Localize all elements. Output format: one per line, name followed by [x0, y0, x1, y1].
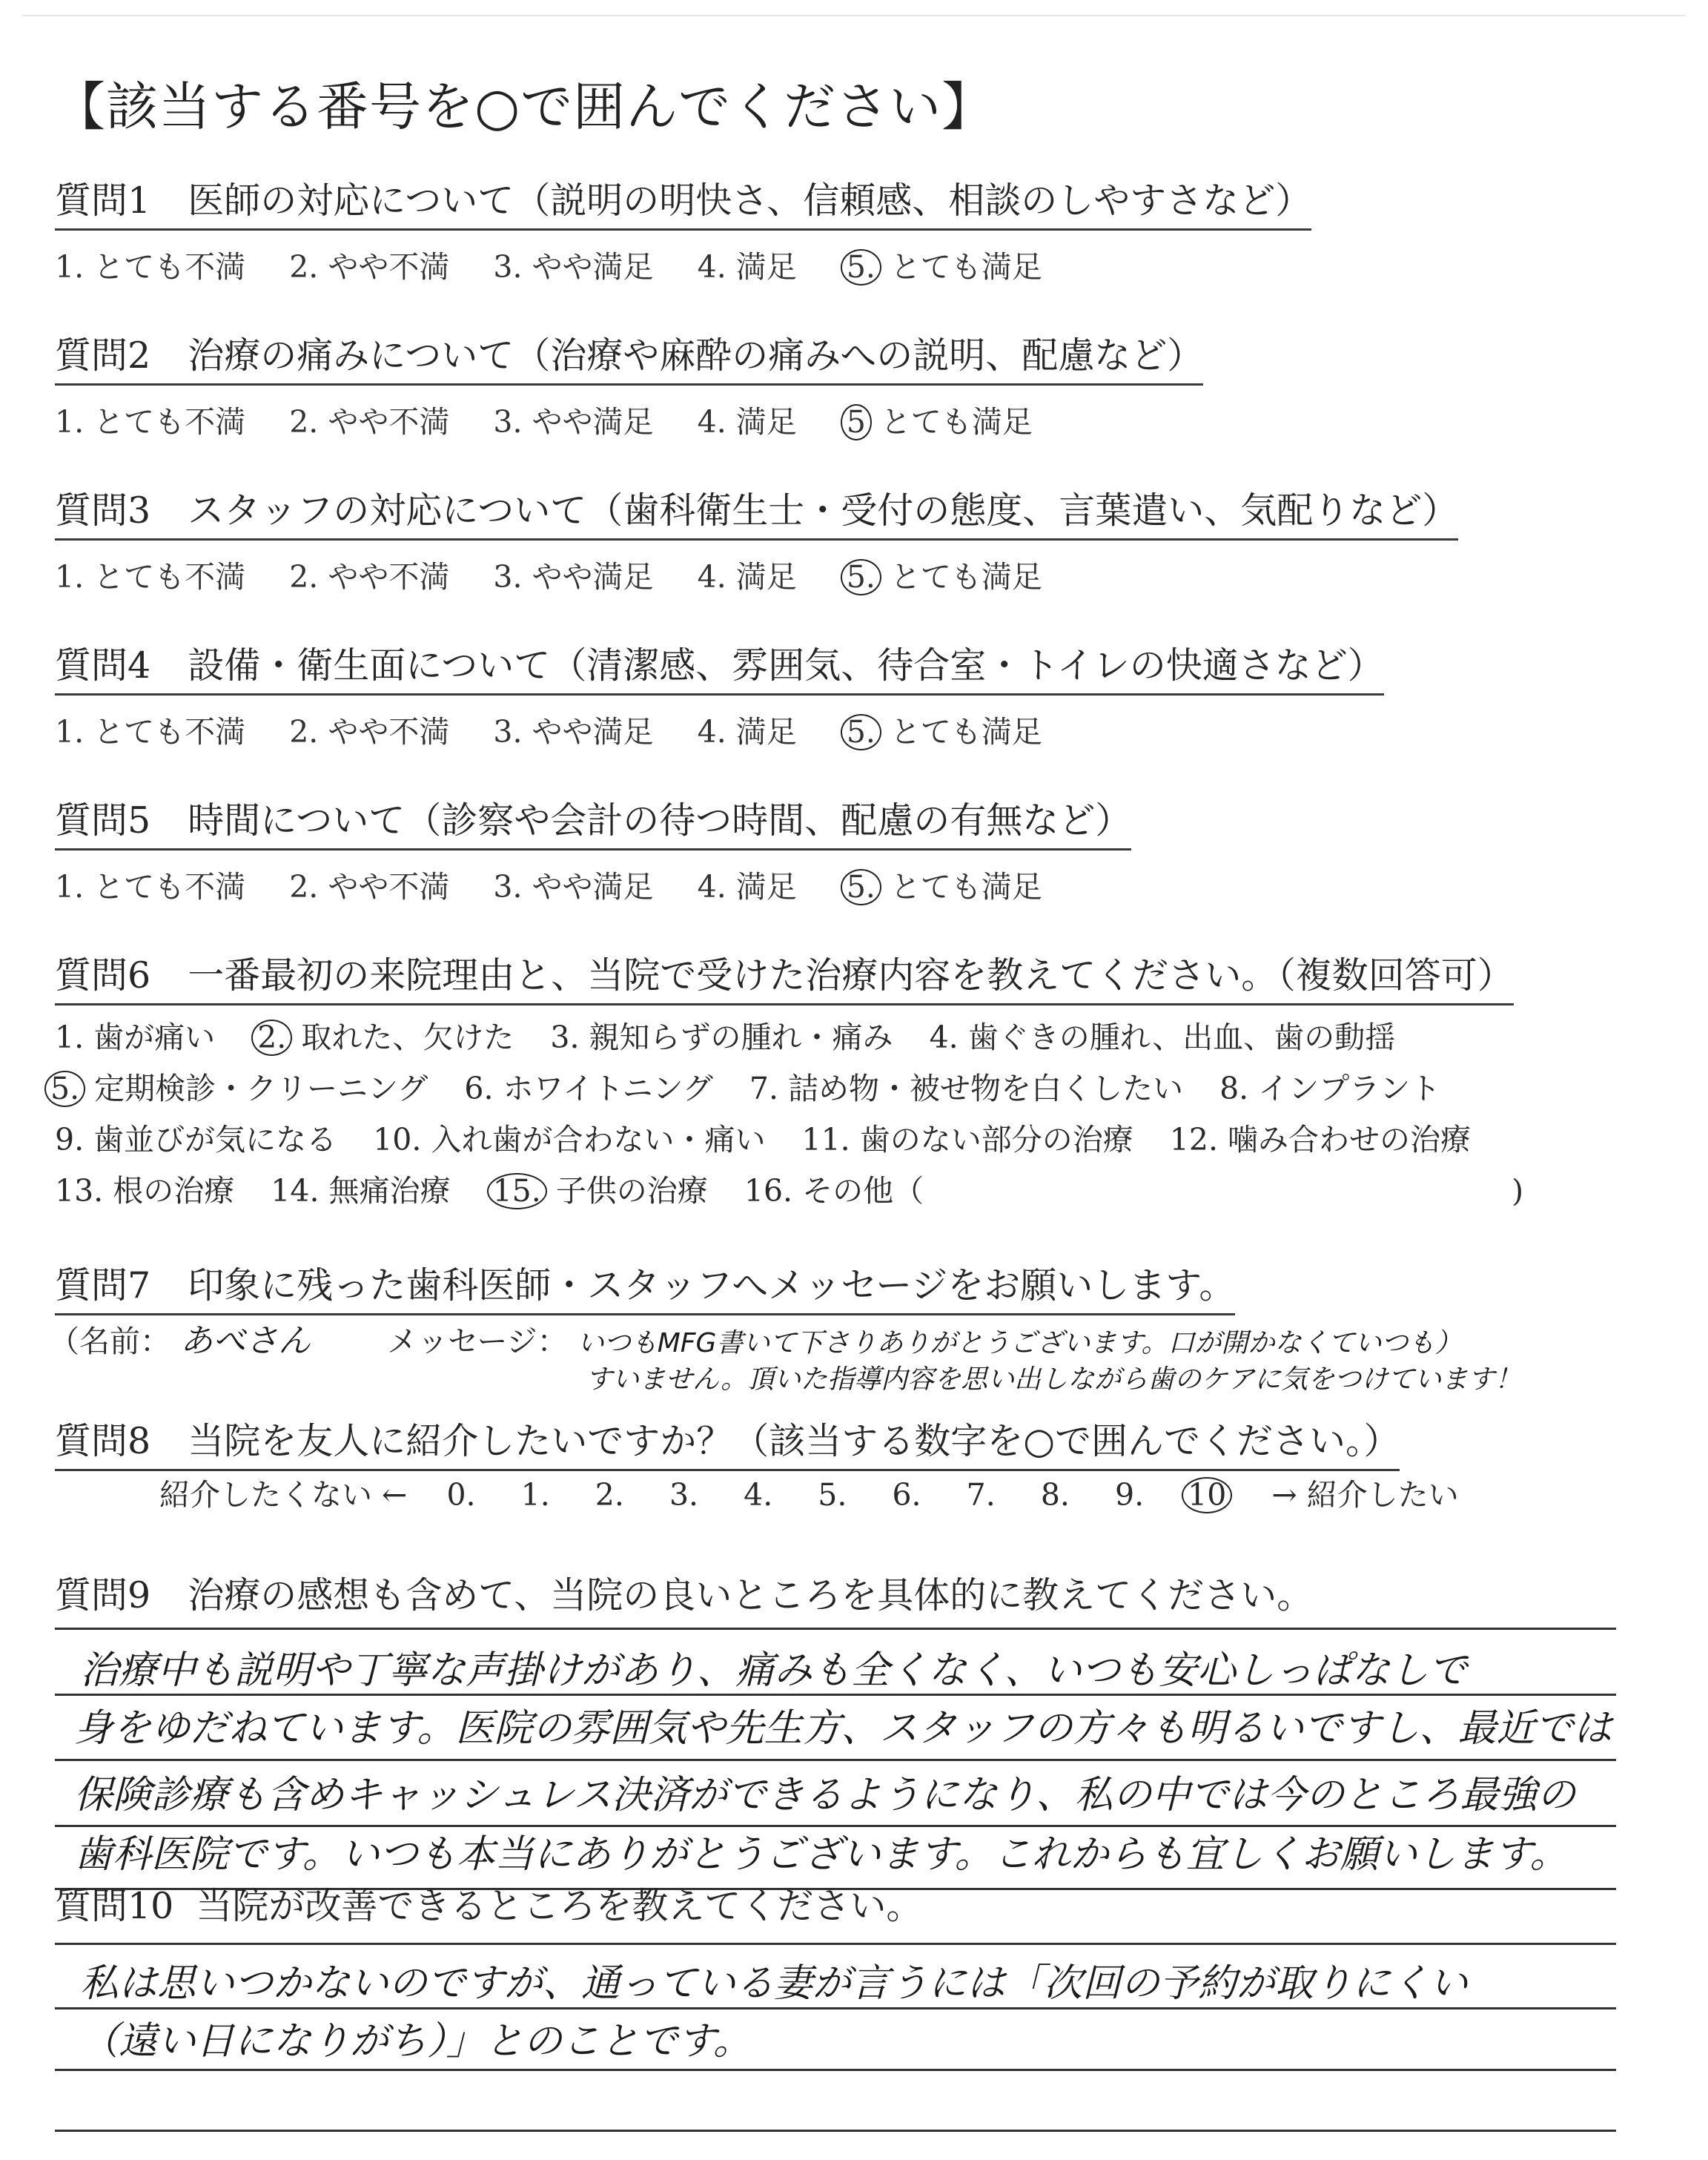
scale-10-circled[interactable]: 10: [1182, 1477, 1232, 1513]
q9-answer-line-3[interactable]: 保険診療も含めキャッシュレス決済ができるようになり、私の中では今のところ最強の: [74, 1773, 1576, 1817]
option-5-circled[interactable]: 5. とても満足: [841, 552, 1042, 596]
question-3: [55, 482, 1458, 596]
option-4[interactable]: 4. 満足: [697, 404, 797, 440]
scale-7[interactable]: 7.: [966, 1477, 996, 1513]
rating-options: [55, 862, 1131, 906]
option-4[interactable]: 4. 満足: [697, 249, 797, 285]
scale-1[interactable]: 1.: [520, 1477, 550, 1513]
option-14[interactable]: 14. 無痛治療: [271, 1173, 451, 1209]
options-row: [55, 1013, 1523, 1057]
ruled-line: [55, 1628, 1616, 1630]
option-4[interactable]: 4. 満足: [697, 869, 797, 905]
option-13[interactable]: 13. 根の治療: [55, 1173, 235, 1209]
option-11[interactable]: 11. 歯のない部分の治療: [801, 1122, 1133, 1157]
message-value-line-2[interactable]: すいません。頂いた指導内容を思い出しながら歯のケアに気をつけています！: [586, 1364, 1522, 1395]
q10-answer-line-2[interactable]: （遠い日になりがち）」とのことです。: [80, 2019, 752, 2064]
scale-3[interactable]: 3.: [669, 1477, 699, 1513]
ruled-line: [55, 2130, 1616, 2132]
option-7[interactable]: 7. 詰め物・被せ物を白くしたい: [749, 1071, 1184, 1106]
question-9: [55, 1567, 1313, 1619]
ruled-line: [55, 1759, 1616, 1761]
question-title: 質問9 治療の感想も含めて、当院の良いところを具体的に教えてください。: [55, 1574, 1314, 1616]
scale-0[interactable]: 0.: [446, 1477, 476, 1513]
option-1[interactable]: 1. 歯が痛い: [55, 1020, 216, 1055]
page-header: 【該当する番号を○で囲んでください】: [53, 76, 995, 137]
option-4[interactable]: 4. 満足: [697, 714, 797, 750]
option-2[interactable]: 2. やや不満: [289, 714, 450, 750]
option-1[interactable]: 1. とても不満: [55, 404, 246, 440]
q9-answer-line-2[interactable]: 身をゆだねています。医院の雰囲気や先生方、スタッフの方々も明るいですし、最近では: [74, 1706, 1612, 1751]
option-2[interactable]: 2. やや不満: [289, 404, 450, 440]
question-label: 質問2: [55, 334, 151, 377]
question-title: 質問7 印象に残った歯科医師・スタッフへメッセージをお願いします。: [55, 1257, 1235, 1315]
question-title: 質問10 当院が改善できるところを教えてください。: [55, 1885, 923, 1927]
option-4[interactable]: 4. 満足: [697, 559, 797, 595]
question-6: [50, 947, 1524, 1210]
q10-answer-line-1[interactable]: 私は思いつかないのですが、通っている妻が言うには「次回の予約が取りにくい: [80, 1961, 1469, 2006]
q9-answer-line-4[interactable]: 歯科医院です。いつも本当にありがとうございます。これからも宜しくお願いします。: [74, 1832, 1569, 1877]
question-title: 質問2 治療の痛みについて（治療や麻酔の痛みへの説明、配慮など）: [55, 327, 1203, 386]
option-1[interactable]: 1. とても不満: [55, 249, 246, 285]
option-2[interactable]: 2. やや不満: [289, 559, 450, 595]
question-title: 質問6 一番最初の来院理由と、当院で受けた治療内容を教えてください。（複数回答可）: [55, 947, 1514, 1005]
option-2[interactable]: 2. やや不満: [289, 249, 450, 285]
question-5: [55, 792, 1131, 906]
q7-answer-line-1: [49, 1314, 1461, 1361]
scale-left-label: 紹介したくない ←: [159, 1477, 408, 1513]
option-9[interactable]: 9. 歯並びが気になる: [55, 1122, 337, 1157]
option-16[interactable]: 16. その他（: [744, 1173, 924, 1209]
question-2: [55, 327, 1203, 441]
rating-options: [55, 707, 1384, 751]
option-10[interactable]: 10. 入れ歯が合わない・痛い: [373, 1122, 766, 1157]
ruled-line: [55, 1943, 1616, 1945]
page-top-edge: [22, 15, 1686, 16]
option-3[interactable]: 3. やや満足: [493, 404, 654, 440]
message-value-line-1[interactable]: いつもMFG書いて下さりありがとうございます。口が開かなくていつも）: [577, 1328, 1462, 1358]
question-label: 質問6: [55, 954, 151, 997]
question-label: 質問3: [55, 489, 151, 532]
question-8: [55, 1413, 1400, 1471]
question-title: 質問4 設備・衛生面について（清潔感、雰囲気、待合室・トイレの快適さなど）: [55, 637, 1384, 696]
question-title: 質問1 医師の対応について（説明の明快さ、信頼感、相談のしやすさなど）: [55, 172, 1311, 231]
ruled-line: [55, 1694, 1616, 1696]
option-2-circled[interactable]: 2. 取れた、欠けた: [251, 1013, 514, 1057]
rating-options: [55, 397, 1203, 441]
question-label: 質問5: [55, 799, 151, 842]
q9-answer-line-1[interactable]: 治療中も説明や丁寧な声掛けがあり、痛みも全くなく、いつも安心しっぱなしで: [80, 1648, 1467, 1693]
option-12[interactable]: 12. 噛み合わせの治療: [1169, 1122, 1472, 1157]
question-7: [55, 1257, 1235, 1315]
scale-right-label: → 紹介したい: [1271, 1477, 1459, 1513]
name-value[interactable]: あべさん: [180, 1322, 311, 1360]
question-1: [55, 172, 1311, 286]
option-1[interactable]: 1. とても不満: [55, 869, 246, 905]
rating-options: [55, 242, 1311, 286]
scale-5[interactable]: 5.: [818, 1477, 847, 1513]
question-title: 質問8 当院を友人に紹介したいですか？（該当する数字を○で囲んでください。）: [55, 1413, 1400, 1471]
question-label: 質問1: [55, 179, 151, 222]
option-3[interactable]: 3. やや満足: [493, 559, 654, 595]
option-8[interactable]: 8. インプラント: [1219, 1071, 1441, 1106]
option-3[interactable]: 3. やや満足: [493, 714, 654, 750]
option-3[interactable]: 3. やや満足: [493, 869, 654, 905]
question-title: 質問3 スタッフの対応について（歯科衛生士・受付の態度、言葉遣い、気配りなど）: [55, 482, 1458, 541]
options-row: [55, 1115, 1523, 1159]
options-row: [50, 1064, 1523, 1108]
option-5-circled[interactable]: 5. 定期検診・クリーニング: [44, 1064, 428, 1108]
option-5-circled[interactable]: 5. とても満足: [841, 862, 1042, 906]
option-5-circled[interactable]: 5. とても満足: [841, 242, 1042, 286]
scale-9[interactable]: 9.: [1114, 1477, 1145, 1513]
question-label: 質問8: [55, 1420, 151, 1462]
question-label: 質問4: [55, 644, 151, 687]
rating-options: [55, 552, 1458, 596]
name-label: （名前：: [49, 1324, 171, 1359]
option-4[interactable]: 4. 歯ぐきの腫れ、出血、歯の動揺: [929, 1020, 1396, 1055]
checklist-options: [50, 1013, 1524, 1210]
question-title: 質問5 時間について（診察や会計の待つ時間、配慮の有無など）: [55, 792, 1131, 851]
question-4: [55, 637, 1384, 751]
option-6[interactable]: 6. ホワイトニング: [464, 1071, 713, 1106]
option-3[interactable]: 3. やや満足: [493, 249, 654, 285]
option-3[interactable]: 3. 親知らずの腫れ・痛み: [550, 1020, 893, 1055]
scale-2[interactable]: 2.: [595, 1477, 624, 1513]
ruled-line: [55, 2069, 1616, 2071]
option-5-circled[interactable]: 5. とても満足: [841, 707, 1042, 751]
option-1[interactable]: 1. とても不満: [55, 714, 246, 750]
scale-4[interactable]: 4.: [744, 1477, 773, 1513]
recommend-scale: [159, 1470, 1459, 1514]
option-1[interactable]: 1. とても不満: [55, 559, 246, 595]
option-16-close-paren: ): [1512, 1173, 1524, 1209]
scale-8[interactable]: 8.: [1040, 1477, 1070, 1513]
option-2[interactable]: 2. やや不満: [289, 869, 450, 905]
question-label: 質問10: [55, 1885, 174, 1927]
options-row: [55, 1166, 1523, 1210]
option-5-circled[interactable]: 5 とても満足: [841, 397, 1033, 441]
question-label: 質問9: [55, 1574, 151, 1616]
message-label: メッセージ：: [387, 1324, 568, 1359]
question-label: 質問7: [55, 1264, 151, 1307]
option-15-circled[interactable]: 15. 子供の治療: [487, 1166, 708, 1210]
question-10: [55, 1877, 922, 1929]
scale-6[interactable]: 6.: [892, 1477, 921, 1513]
